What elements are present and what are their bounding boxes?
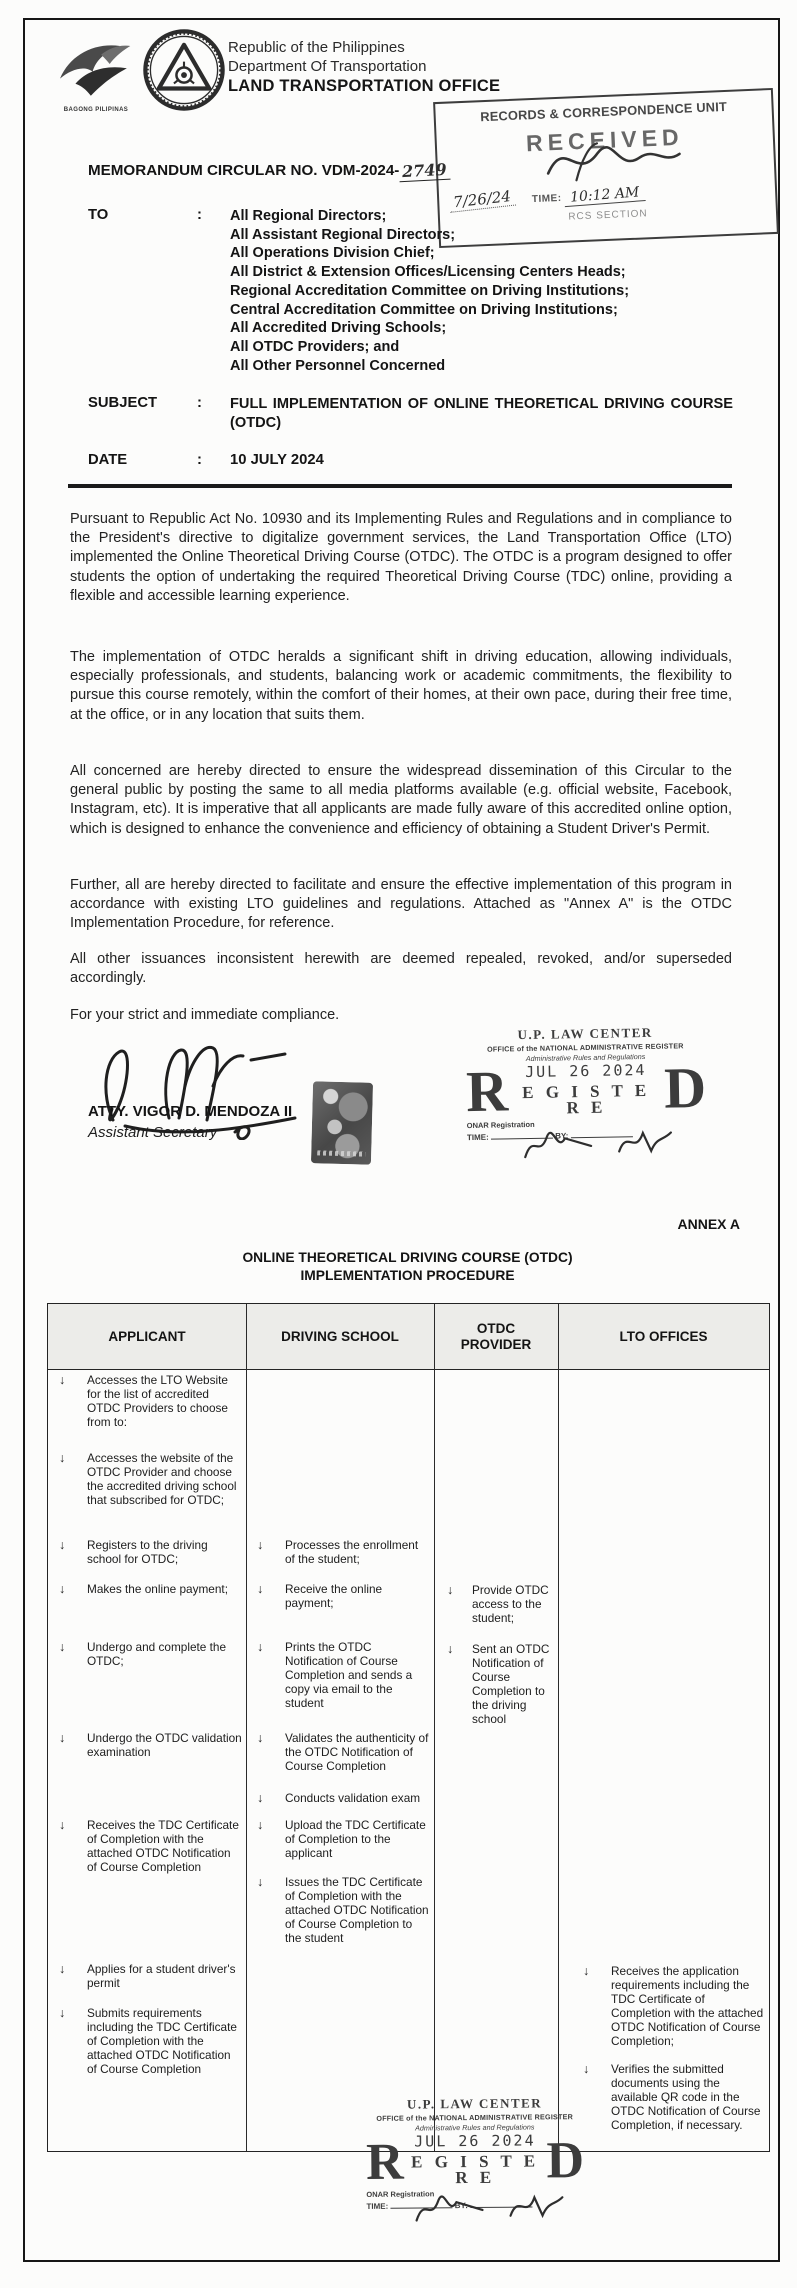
down-arrow-bullet-icon: ↓ — [59, 1582, 66, 1596]
driving-school-step: ↓ Validates the authenticity of the OTDC Notification of Course Completion — [257, 1731, 429, 1773]
date-value: 10 JULY 2024 — [230, 452, 324, 468]
signatory-title: Assistant Secretary — [88, 1124, 218, 1141]
registered-big-d: D — [546, 2132, 585, 2190]
bagong-pilipinas-logo — [52, 34, 140, 113]
stamp-handwriting-icon — [495, 1116, 686, 1171]
registered-big-r: R — [365, 2133, 404, 2191]
driving-school-step: ↓ Issues the TDC Certificate of Completion with the attached OTDC Notification of Course Completion to the student — [257, 1875, 429, 1945]
divider-rule — [68, 484, 732, 488]
bagong-pilipinas-swoosh-icon — [52, 34, 140, 106]
down-arrow-bullet-icon: ↓ — [257, 1791, 264, 1805]
body-paragraph: Pursuant to Republic Act No. 10930 and its Implementing Rules and Regulations and in compliance to the President's directive to digitalize government services, the Land Transportation Office (LTO) implemented the Online Theoretical Driving Course (OTDC). The OTDC is a program designed to offer students the option of undertaking the required Theoretical Driving Course (TDC) online, providing a flexible and accessible learning experience. — [70, 511, 732, 604]
onar-registration-label: ONAR Registration — [466, 1119, 535, 1131]
column-divider — [434, 1304, 435, 2151]
received-stamp-section: RCS SECTION — [568, 208, 648, 223]
down-arrow-bullet-icon: ↓ — [59, 1373, 66, 1387]
date-label: DATE — [88, 452, 128, 468]
down-arrow-bullet-icon: ↓ — [59, 1818, 66, 1832]
received-stamp-unit: RECORDS & CORRESPONDENCE UNIT — [480, 98, 728, 125]
down-arrow-bullet-icon: ↓ — [257, 1538, 264, 1552]
applicant-step: ↓ Accesses the LTO Website for the list of accredited OTDC Providers to choose from to: — [59, 1373, 228, 1429]
received-time-label: TIME: — [531, 192, 562, 206]
stamp-handwriting-icon — [386, 2181, 576, 2235]
applicant-step: ↓ Undergo the OTDC validation examination — [59, 1731, 242, 1759]
stamp-time-label: TIME: — [366, 2201, 389, 2211]
registered-stamp-top — [465, 1024, 707, 1142]
body-paragraph: All concerned are hereby directed to ensure the widespread dissemination of this Circular to the general public by posting the same to all media platforms available (e.g. official website, Facebook, Instagram, etc). It is imperative that all applicants are made fully aware of this accredited online option, which is designed to enhance the convenience and efficiency of obtaining a Student Driver's Permit. — [70, 763, 732, 837]
driving-school-step: ↓ Upload the TDC Certificate of Completion to the applicant — [257, 1818, 426, 1860]
annex-title-line1: ONLINE THEORETICAL DRIVING COURSE (OTDC) — [242, 1250, 573, 1265]
implementation-procedure-table — [47, 1303, 770, 2152]
registered-big-r: R — [465, 1058, 509, 1125]
received-date-handwritten: 7/26/24 — [448, 187, 516, 213]
subject-text: FULL IMPLEMENTATION OF ONLINE THEORETICAL DRIVING COURSE (OTDC) — [230, 396, 733, 431]
recipient-item: Regional Accreditation Committee on Driving Institutions; — [230, 282, 630, 299]
security-stamp-code — [317, 1150, 365, 1156]
recipient-item: All Operations Division Chief; — [230, 245, 435, 262]
applicant-step: ↓ Accesses the website of the OTDC Provider and choose the accredited driving school that subscribed for OTDC; — [59, 1451, 237, 1507]
lto-offices-step: ↓ Receives the application requirements including the TDC Certificate of Completion with the attached OTDC Notification of Course Completion; — [583, 1964, 764, 2048]
memo-circular-number-line — [88, 160, 450, 180]
down-arrow-bullet-icon: ↓ — [583, 1964, 590, 1978]
memo-circular-number-handwritten: 2749 — [399, 160, 451, 183]
registered-date: JUL 26 2024 — [414, 2131, 536, 2151]
driving-school-step: ↓ Receive the online payment; — [257, 1582, 383, 1610]
received-time-handwritten: 10:12 AM — [564, 184, 646, 207]
letterhead-department: Department Of Transportation — [228, 58, 427, 75]
down-arrow-bullet-icon: ↓ — [257, 1582, 264, 1596]
column-header-driving-school: DRIVING SCHOOL — [281, 1328, 399, 1344]
memo-circular-prefix: MEMORANDUM CIRCULAR NO. VDM-2024- — [88, 162, 400, 179]
driving-school-step: ↓ Processes the enrollment of the student; — [257, 1538, 419, 1566]
recipient-item: All District & Extension Offices/Licensing Centers Heads; — [230, 264, 626, 281]
received-stamp-received: RECEIVED — [525, 123, 685, 157]
received-stamp-handwriting-icon — [516, 115, 699, 192]
down-arrow-bullet-icon: ↓ — [257, 1731, 264, 1745]
to-recipient-list — [230, 207, 730, 375]
column-header-lto-offices: LTO OFFICES — [619, 1328, 708, 1344]
down-arrow-bullet-icon: ↓ — [257, 1818, 264, 1832]
recipient-item: All Other Personnel Concerned — [230, 357, 446, 374]
letterhead-republic: Republic of the Philippines — [228, 39, 405, 56]
driving-school-step: ↓ Conducts validation exam — [257, 1791, 421, 1805]
subject-colon: : — [197, 395, 202, 411]
annex-a-label: ANNEX A — [677, 1216, 740, 1232]
uplc-office-line: OFFICE of the NATIONAL ADMINISTRATIVE REGISTER — [487, 1041, 684, 1054]
lto-seal-icon — [142, 28, 226, 112]
body-paragraph: Further, all are hereby directed to facilitate and ensure the effective implementation of this program in accordance with existing LTO guidelines and regulations. Attached as "Annex A" is the OTDC Implementation Procedure, for reference. — [70, 877, 732, 932]
applicant-step: ↓ Applies for a student driver's permit — [59, 1962, 236, 1990]
bagong-pilipinas-caption: BAGONG PILIPINAS — [63, 107, 129, 113]
applicant-step: ↓ Undergo and complete the OTDC; — [59, 1640, 227, 1668]
column-header-otdc-provider: OTDC PROVIDER — [460, 1320, 532, 1352]
column-header-applicant: APPLICANT — [108, 1328, 186, 1344]
date-colon: : — [197, 452, 202, 468]
recipient-item: All Accredited Driving Schools; — [230, 320, 447, 337]
stamp-by-label: BY: — [454, 2201, 468, 2211]
onar-registration-label: ONAR Registration — [366, 2189, 435, 2199]
recipient-item: Central Accreditation Committee on Driving Institutions; — [230, 301, 618, 318]
registered-letters: E G I S T E R E — [522, 1080, 651, 1118]
letterhead-office: LAND TRANSPORTATION OFFICE — [228, 77, 501, 95]
registered-stamp-bottom — [366, 2095, 585, 2211]
signatory-name: ATTY. VIGOR D. MENDOZA II — [88, 1103, 293, 1120]
body-paragraph: All other issuances inconsistent herewith are deemed repealed, revoked, and/or superseded accordingly. — [70, 951, 732, 987]
letterhead — [228, 38, 500, 96]
down-arrow-bullet-icon: ↓ — [59, 1451, 66, 1465]
applicant-step: ↓ Submits requirements including the TDC Certificate of Completion with the attached OTDC Notification of Course Completion — [59, 2006, 237, 2076]
down-arrow-bullet-icon: ↓ — [447, 1583, 454, 1597]
registered-big-d: D — [663, 1054, 707, 1121]
uplc-subtitle: Administrative Rules and Regulations — [525, 1051, 646, 1064]
uplc-office-line: OFFICE of the NATIONAL ADMINISTRATIVE REGISTER — [376, 2112, 574, 2123]
applicant-step: ↓ Makes the online payment; — [59, 1582, 228, 1596]
otdc-provider-step: ↓ Sent an OTDC Notification of Course Completion to the driving school — [447, 1642, 550, 1726]
registered-letters: E G I S T E R E — [411, 2151, 540, 2188]
down-arrow-bullet-icon: ↓ — [59, 1538, 66, 1552]
uplc-title: U.P. LAW CENTER — [517, 1024, 653, 1043]
annex-title-line2: IMPLEMENTATION PROCEDURE — [300, 1268, 515, 1283]
registered-date: JUL 26 2024 — [524, 1060, 647, 1082]
uplc-subtitle: Administrative Rules and Regulations — [415, 2122, 535, 2133]
applicant-step: ↓ Receives the TDC Certificate of Completion with the attached OTDC Notification of Course Completion — [59, 1818, 239, 1874]
down-arrow-bullet-icon: ↓ — [59, 1731, 66, 1745]
down-arrow-bullet-icon: ↓ — [257, 1640, 264, 1654]
column-divider — [558, 1304, 559, 2151]
registered-word — [365, 2131, 585, 2191]
recipient-item: All Assistant Regional Directors; — [230, 226, 456, 243]
down-arrow-bullet-icon: ↓ — [257, 1875, 264, 1889]
recipient-item: All OTDC Providers; and — [230, 338, 400, 355]
recipient-item: All Regional Directors; — [230, 208, 387, 224]
body-paragraph: The implementation of OTDC heralds a significant shift in driving education, allowing individuals, especially professionals, and students, balancing work or academic commitments, the flexibility to pursue this course remotely, within the comfort of their homes, at their own pace, during their free time, at the office, or in any location that suits them. — [70, 649, 732, 723]
to-label: TO — [88, 207, 109, 223]
down-arrow-bullet-icon: ↓ — [59, 1962, 66, 1976]
down-arrow-bullet-icon: ↓ — [447, 1642, 454, 1656]
driving-school-step: ↓ Prints the OTDC Notification of Course Completion and sends a copy via email to the student — [257, 1640, 413, 1710]
applicant-step: ↓ Registers to the driving school for OTDC; — [59, 1538, 208, 1566]
down-arrow-bullet-icon: ↓ — [583, 2062, 590, 2076]
lto-offices-step: ↓ Verifies the submitted documents using the available QR code in the OTDC Notification of Course Completion, if necessary. — [583, 2062, 761, 2132]
stamp-time-label: TIME: — [466, 1132, 489, 1143]
security-stamp — [311, 1081, 373, 1165]
otdc-provider-step: ↓ Provide OTDC access to the student; — [447, 1583, 549, 1625]
stamp-by-label: BY: — [555, 1131, 569, 1141]
column-divider — [246, 1304, 247, 2151]
down-arrow-bullet-icon: ↓ — [59, 2006, 66, 2020]
down-arrow-bullet-icon: ↓ — [59, 1640, 66, 1654]
uplc-title: U.P. LAW CENTER — [406, 2095, 543, 2112]
body-paragraph: For your strict and immediate compliance. — [70, 1007, 340, 1023]
subject-label: SUBJECT — [88, 395, 158, 411]
to-colon: : — [197, 207, 202, 223]
